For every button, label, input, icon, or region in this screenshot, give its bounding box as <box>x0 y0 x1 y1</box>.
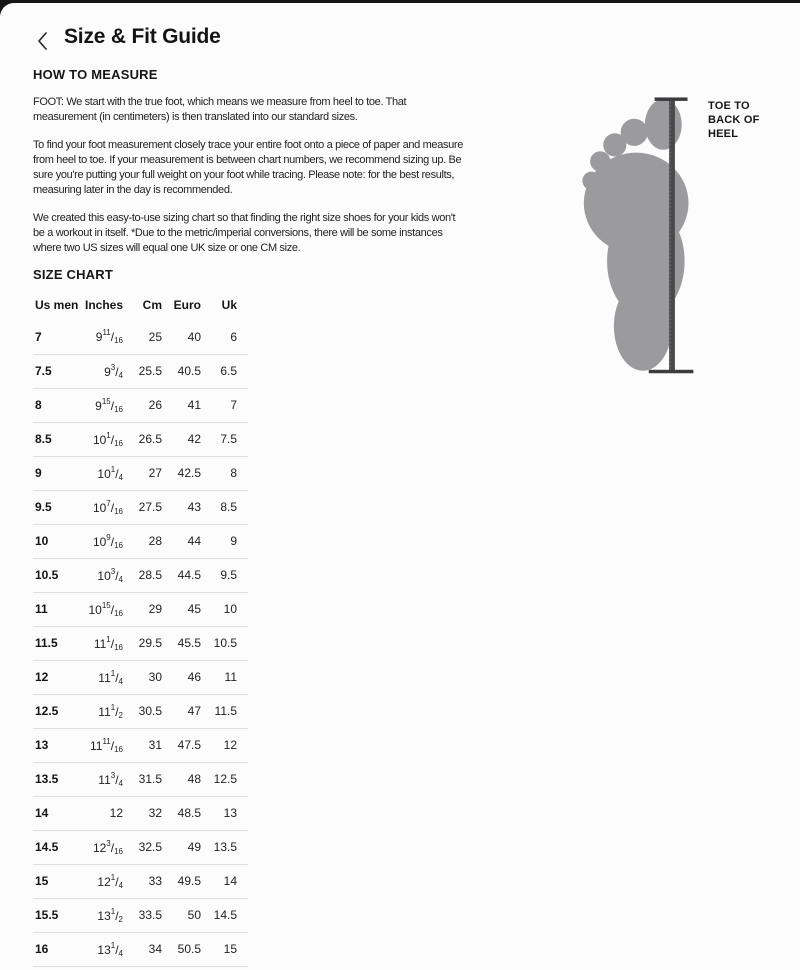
size-cell-inches: $10^7/_{16}$ <box>81 490 123 524</box>
size-cell-euro: 42.5 <box>162 456 201 490</box>
size-cell-us-men: 10.5 <box>33 558 81 592</box>
size-cell-inches: $9^{15}/_{16}$ <box>81 388 123 422</box>
size-cell-euro: 47 <box>162 694 201 728</box>
measure-paragraph-foot: FOOT: We start with the true foot, which means we measure from heel to toe. That measurement (in centimeters) is then translated into our standard sizes. <box>33 96 407 123</box>
size-cell-cm: 28 <box>123 524 162 558</box>
size-cell-uk: 10.5 <box>201 626 248 660</box>
size-cell-cm: 25 <box>123 320 162 354</box>
size-cell-euro: 50 <box>162 898 201 932</box>
size-cell-uk: 11 <box>201 660 248 694</box>
size-row <box>33 830 248 864</box>
back-button[interactable] <box>30 29 56 55</box>
size-cell-inches: $12^1/_4$ <box>81 864 123 898</box>
size-cell-euro: 49.5 <box>162 864 201 898</box>
size-cell-euro: 44.5 <box>162 558 201 592</box>
column-header-cm: Cm <box>142 298 162 312</box>
size-cell-euro: 48.5 <box>162 796 201 830</box>
size-cell-us-men: 15 <box>33 864 81 898</box>
size-cell-cm: 32 <box>123 796 162 830</box>
size-cell-cm: 30 <box>123 660 162 694</box>
size-cell-uk: 14.5 <box>201 898 248 932</box>
measure-paragraph-kids: We created this easy-to-use sizing chart so that finding the right size shoes for your kids won't be a workout in itself. *Due to the metric/imperial conversions, there will be some instances where two US sizes will equal one UK size or one CM size. <box>33 212 456 254</box>
size-cell-inches: $11^3/_4$ <box>81 762 123 796</box>
size-cell-uk: 7.5 <box>201 422 248 456</box>
size-row <box>33 932 248 966</box>
size-cell-us-men: 11.5 <box>33 626 81 660</box>
size-row <box>33 456 248 490</box>
size-cell-inches: $9^{11}/_{16}$ <box>81 320 123 354</box>
size-row <box>33 626 248 660</box>
size-row <box>33 898 248 932</box>
size-cell-us-men: 14 <box>33 796 81 830</box>
size-cell-cm: 27.5 <box>123 490 162 524</box>
size-cell-us-men: 8 <box>33 388 81 422</box>
size-cell-euro: 44 <box>162 524 201 558</box>
size-cell-inches: 12 <box>81 796 123 830</box>
size-cell-euro: 49 <box>162 830 201 864</box>
size-cell-euro: 40 <box>162 320 201 354</box>
size-cell-euro: 45.5 <box>162 626 201 660</box>
size-cell-inches: $10^1/_4$ <box>81 456 123 490</box>
size-cell-us-men: 16 <box>33 932 81 966</box>
toe-to-heel-label: TOE TO BACK OF HEEL <box>708 100 760 140</box>
size-cell-uk: 10 <box>201 592 248 626</box>
size-chart-table <box>33 290 248 967</box>
size-cell-cm: 33.5 <box>123 898 162 932</box>
how-to-measure-heading: HOW TO MEASURE <box>33 67 158 82</box>
size-cell-cm: 32.5 <box>123 830 162 864</box>
size-fit-guide-screen <box>0 3 800 970</box>
size-cell-us-men: 10 <box>33 524 81 558</box>
size-cell-us-men: 13.5 <box>33 762 81 796</box>
size-cell-uk: 15 <box>201 932 248 966</box>
size-cell-euro: 50.5 <box>162 932 201 966</box>
chevron-left-icon <box>35 30 51 55</box>
size-cell-cm: 29.5 <box>123 626 162 660</box>
size-cell-euro: 47.5 <box>162 728 201 762</box>
size-cell-uk: 13 <box>201 796 248 830</box>
size-row <box>33 388 248 422</box>
size-row <box>33 592 248 626</box>
size-cell-euro: 42 <box>162 422 201 456</box>
size-cell-us-men: 7 <box>33 320 81 354</box>
size-cell-uk: 8.5 <box>201 490 248 524</box>
size-chart-heading: SIZE CHART <box>33 267 113 282</box>
size-cell-inches: $11^1/_4$ <box>81 660 123 694</box>
size-cell-uk: 8 <box>201 456 248 490</box>
size-row <box>33 558 248 592</box>
size-cell-inches: $9^3/_4$ <box>81 354 123 388</box>
size-cell-inches: $10^9/_{16}$ <box>81 524 123 558</box>
size-cell-cm: 34 <box>123 932 162 966</box>
size-cell-inches: $11^{11}/_{16}$ <box>81 728 123 762</box>
size-chart-section <box>33 267 273 967</box>
size-cell-uk: 14 <box>201 864 248 898</box>
size-cell-cm: 27 <box>123 456 162 490</box>
size-cell-uk: 12 <box>201 728 248 762</box>
size-cell-cm: 30.5 <box>123 694 162 728</box>
column-header-euro: Euro <box>173 298 201 312</box>
size-row <box>33 796 248 830</box>
size-cell-euro: 46 <box>162 660 201 694</box>
size-row <box>33 490 248 524</box>
size-cell-us-men: 11 <box>33 592 81 626</box>
size-cell-cm: 31 <box>123 728 162 762</box>
size-cell-inches: $10^3/_4$ <box>81 558 123 592</box>
size-cell-uk: 6.5 <box>201 354 248 388</box>
size-cell-us-men: 12 <box>33 660 81 694</box>
size-cell-inches: $13^1/_4$ <box>81 932 123 966</box>
size-cell-us-men: 14.5 <box>33 830 81 864</box>
size-table-header-row <box>33 290 248 320</box>
size-row <box>33 660 248 694</box>
column-header-inches: Inches <box>84 298 123 312</box>
size-row <box>33 728 248 762</box>
measure-paragraph-trace: To find your foot measurement closely trace your entire foot onto a piece of paper and measure from heel to toe. If your measurement is between chart numbers, we recommend sizing up. Be sure you're putting your full weight on your foot while tracing. Please note: for the best results, measuring later in the day is recommended. <box>33 139 463 196</box>
size-cell-euro: 43 <box>162 490 201 524</box>
size-cell-us-men: 15.5 <box>33 898 81 932</box>
size-cell-us-men: 12.5 <box>33 694 81 728</box>
page-header <box>0 23 800 67</box>
size-cell-us-men: 9 <box>33 456 81 490</box>
column-header-us-men: Us men <box>35 298 79 312</box>
size-row <box>33 524 248 558</box>
size-cell-cm: 29 <box>123 592 162 626</box>
size-cell-inches: $13^1/_2$ <box>81 898 123 932</box>
size-cell-euro: 45 <box>162 592 201 626</box>
size-cell-inches: $10^1/_{16}$ <box>81 422 123 456</box>
size-cell-uk: 11.5 <box>201 694 248 728</box>
size-cell-cm: 28.5 <box>123 558 162 592</box>
size-cell-uk: 13.5 <box>201 830 248 864</box>
size-cell-cm: 26.5 <box>123 422 162 456</box>
size-cell-inches: $11^1/_2$ <box>81 694 123 728</box>
size-row <box>33 354 248 388</box>
size-row <box>33 864 248 898</box>
size-row <box>33 422 248 456</box>
size-cell-us-men: 7.5 <box>33 354 81 388</box>
column-header-uk: Uk <box>221 298 237 312</box>
size-cell-cm: 33 <box>123 864 162 898</box>
size-cell-us-men: 8.5 <box>33 422 81 456</box>
size-cell-cm: 26 <box>123 388 162 422</box>
how-to-measure-section <box>33 67 463 269</box>
size-cell-uk: 9.5 <box>201 558 248 592</box>
size-cell-euro: 40.5 <box>162 354 201 388</box>
size-row <box>33 320 248 354</box>
page-title: Size & Fit Guide <box>64 25 221 48</box>
size-row <box>33 762 248 796</box>
size-cell-cm: 25.5 <box>123 354 162 388</box>
size-cell-uk: 9 <box>201 524 248 558</box>
foot-measurement-figure <box>578 91 798 391</box>
size-cell-inches: $10^{15}/_{16}$ <box>81 592 123 626</box>
size-cell-uk: 6 <box>201 320 248 354</box>
size-cell-cm: 31.5 <box>123 762 162 796</box>
size-cell-uk: 12.5 <box>201 762 248 796</box>
size-cell-uk: 7 <box>201 388 248 422</box>
size-cell-us-men: 9.5 <box>33 490 81 524</box>
size-table-body <box>33 320 248 966</box>
size-cell-euro: 48 <box>162 762 201 796</box>
size-cell-inches: $11^1/_{16}$ <box>81 626 123 660</box>
size-cell-us-men: 13 <box>33 728 81 762</box>
size-row <box>33 694 248 728</box>
size-cell-euro: 41 <box>162 388 201 422</box>
size-cell-inches: $12^3/_{16}$ <box>81 830 123 864</box>
foot-illustration <box>578 91 704 383</box>
